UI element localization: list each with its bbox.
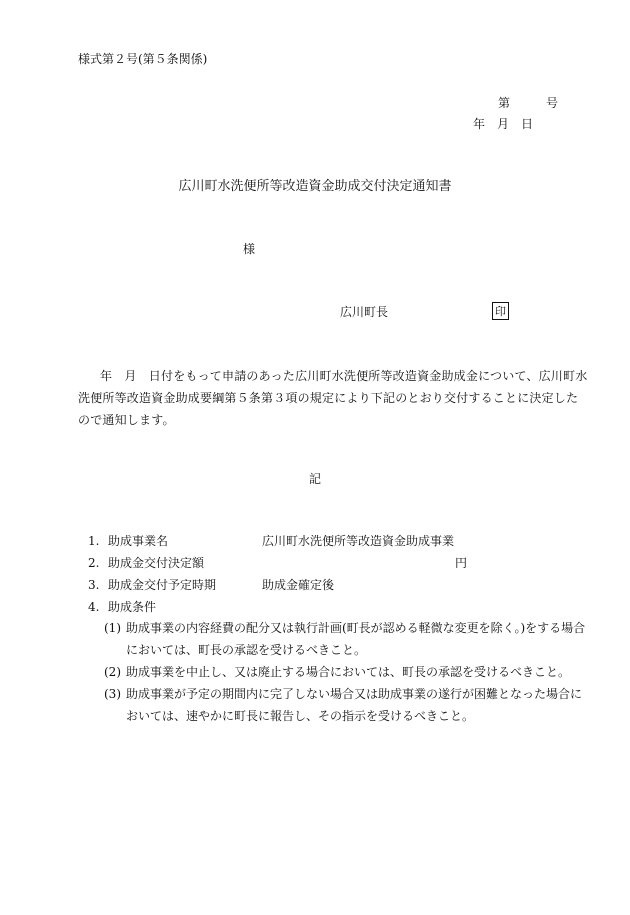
seal-stamp: 印 (492, 302, 509, 320)
item-grant-amount (88, 557, 262, 569)
form-number: 様式第２号(第５条関係) (78, 52, 208, 66)
condition-number: (2) (104, 665, 121, 679)
body-paragraph: 年 月 日付をもって申請のあった広川町水洗便所等改造資金助成金について、広川町水洗便所等改造資金助成要綱第５条第３項の規定により下記のとおり交付することに決定したので通知します。 (78, 369, 588, 427)
item-label: 助成金交付決定額 (108, 556, 205, 570)
item-number: 2. (88, 556, 100, 570)
item-grant-conditions (88, 601, 262, 613)
ki-heading: 記 (308, 472, 321, 486)
item-label: 助成条件 (108, 600, 157, 614)
item-value: 助成金確定後 (262, 578, 335, 592)
item-project-name (88, 535, 454, 547)
condition-text: 助成事業が予定の期間内に完了しない場合又は助成事業の遂行が困難となった場合においては、速やかに町長に報告し、その指示を受けるべきこと。 (126, 687, 583, 723)
sender-name: 広川町長 (340, 305, 389, 319)
doc-number-suffix: 号 (546, 96, 559, 110)
doc-number-prefix: 第 (498, 96, 511, 110)
item-number: 3. (88, 578, 100, 592)
date-month: 月 (497, 117, 510, 131)
item-label: 助成金交付予定時期 (108, 578, 217, 592)
item-value: 広川町水洗便所等改造資金助成事業 (262, 534, 455, 548)
condition-item (104, 683, 590, 727)
condition-number: (1) (104, 621, 121, 635)
document-number (498, 97, 558, 109)
addressee-suffix: 様 (243, 242, 256, 256)
condition-number: (3) (104, 687, 121, 701)
item-number: 1. (88, 534, 100, 548)
date-year: 年 (473, 117, 486, 131)
condition-text: 助成事業を中止し、又は廃止する場合においては、町長の承認を受けるべきこと。 (126, 665, 571, 679)
item-number: 4. (88, 600, 100, 614)
item-grant-timing (88, 579, 334, 591)
date-day: 日 (521, 117, 534, 131)
yen-unit: 円 (455, 556, 468, 570)
document-title: 広川町水洗便所等改造資金助成交付決定通知書 (178, 179, 452, 194)
condition-item (104, 661, 590, 683)
condition-item (104, 617, 590, 661)
condition-text: 助成事業の内容経費の配分又は執行計画(町長が認める軽微な変更を除く。)をする場合においては、町長の承認を受けるべきこと。 (126, 621, 586, 657)
item-label: 助成事業名 (108, 534, 169, 548)
date-line (473, 118, 533, 130)
